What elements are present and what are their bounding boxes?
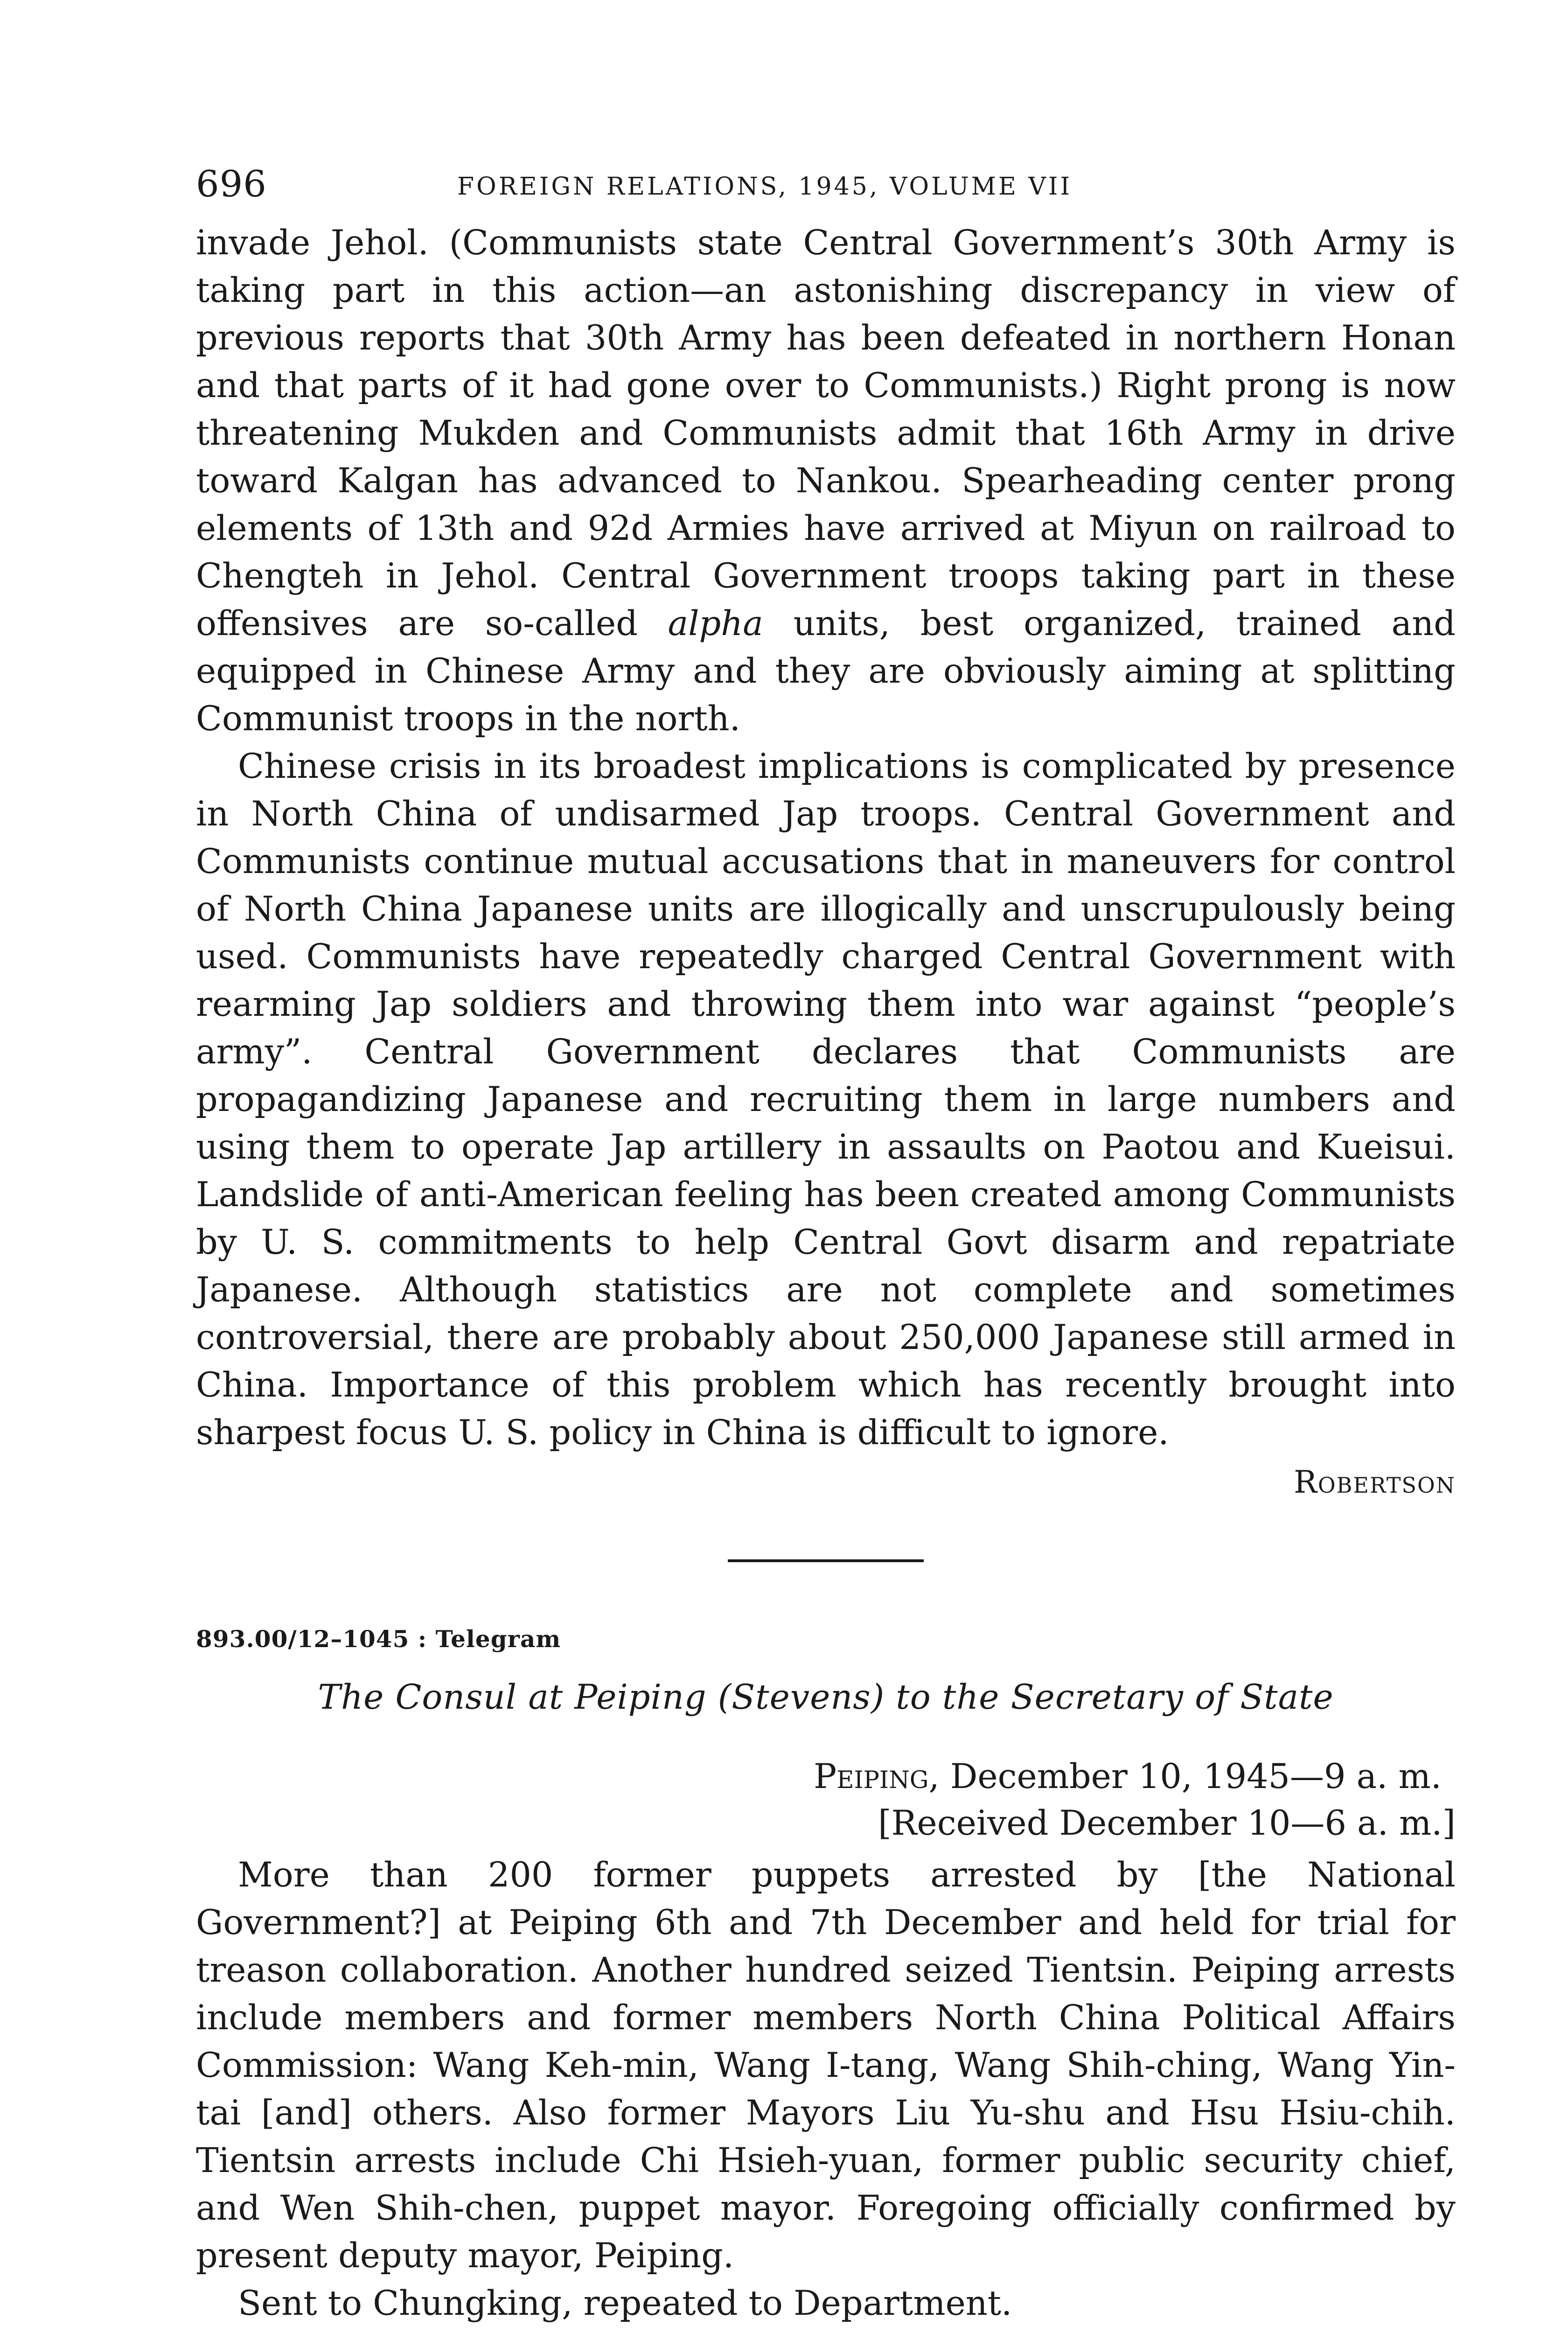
alpha-italic: alpha: [668, 604, 763, 643]
continued-paragraph-end: units, best organized, trained and equipped in Chinese Army and they are obviously aiming at splitting Communist troops in the north.: [196, 604, 1456, 739]
continued-paragraph-text: invade Jehol. (Communists state Central Government’s 30th Army is taking part in this action—an astonishing discrepancy in view of previous reports that 30th Army has been defeated in northern Honan and that parts of it had gone over to Communists.) Right prong is now threatening Mukden and Communists admit that 16th Army in drive toward Kalgan has advanced to Nankou. Spearheading center prong elements of 13th and 92d Armies have arrived at Miyun on railroad to Chengteh in Jehol. Central Government troops taking part in these offensives are so-called: [196, 223, 1456, 643]
document-title: The Consul at Peiping (Stevens) to the Secretary of State: [318, 1677, 1334, 1717]
signature-robertson: Robertson: [1294, 1464, 1456, 1500]
paragraph-puppets-arrested: More than 200 former puppets arrested by [the National Government?] at Peiping 6th and 7th December and held for trial for treason collaboration. Another hundred seized Tientsin. Peiping arrests include members and former members North China Political Affairs Commission: Wang Keh-min, Wang I-tang, Wang Shih-ching, Wang Yin-tai [and] others. Also former Mayors Liu Yu-shu and Hsu Hsiu-chih. Tientsin arrests include Chi Hsieh-yuan, former public security chief, and Wen Shih-chen, puppet mayor. Foregoing officially confirmed by present deputy mayor, Peiping.: [196, 1855, 1456, 2276]
dateline-date: , December 10, 1945—9 a. m.: [928, 1757, 1442, 1796]
paragraph-chinese-crisis: Chinese crisis in its broadest implications is complicated by presence in North China of undisarmed Jap troops. Central Government and Communists continue mutual accusations that in maneuvers for control of North China Japanese units are illogically and unscrupulously being used. Communists have repeatedly charged Central Government with rearming Jap soldiers and throwing them into war against “people’s army”. Central Government declares that Communists are propagandizing Japanese and recruiting them in large numbers and using them to operate Jap artillery in assaults on Paotou and Kueisui. Landslide of anti-American feeling has been created among Communists by U. S. commitments to help Central Govt disarm and repatriate Japanese. Although statistics are not complete and sometimes controversial, there are probably about 250,000 Japanese still armed in China. Importance of this problem which has recently brought into sharpest focus U. S. policy in China is difficult to ignore.: [196, 747, 1456, 1453]
dateline: [196, 1753, 1456, 1800]
received-line: [Received December 10—6 a. m.]: [878, 1803, 1456, 1843]
continued-paragraph: [196, 219, 1456, 743]
file-reference: 893.00/12–1045 : Telegram: [196, 1625, 561, 1653]
page-number: 696: [196, 163, 267, 205]
paragraph-sent-to: Sent to Chungking, repeated to Department.: [238, 2284, 1012, 2323]
document-page: [196, 154, 1456, 2333]
running-header: [196, 154, 1456, 215]
section-divider: [728, 1559, 924, 1562]
running-title: FOREIGN RELATIONS, 1945, VOLUME VII: [457, 173, 1073, 201]
dateline-place: Peiping: [814, 1757, 929, 1796]
